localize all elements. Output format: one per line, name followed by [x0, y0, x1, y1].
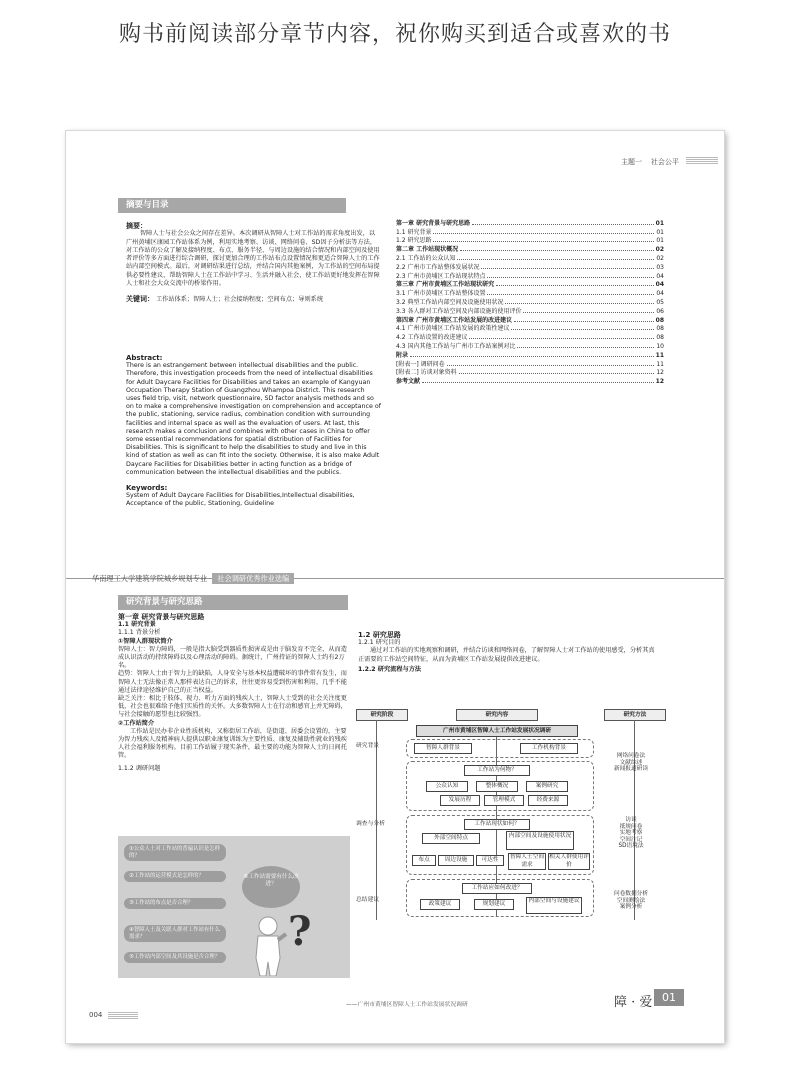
- page-number: 004: [89, 1011, 103, 1019]
- toc-entry-title: 第二章 工作站现状概况: [396, 246, 459, 254]
- questions-illustration: [118, 836, 350, 978]
- toc-entry: [396, 244, 664, 253]
- toc-entry-title: 2.2 广州市工作站整体发展状况: [396, 263, 480, 271]
- col-content-header: 研究内容: [456, 709, 538, 721]
- toc-entry: [396, 350, 664, 359]
- toc-leader: [459, 373, 655, 374]
- toc-entry-title: 第三章 广州市黄埔区工作站现状研究: [396, 281, 495, 289]
- toc-entry: [396, 227, 664, 236]
- method-item: 实地考察: [619, 830, 643, 836]
- toc-entry-title: [附表一] 调研问卷: [396, 360, 445, 368]
- cn-abstract-text: 智障人士与社会公众之间存在差异。本次调研从智障人士对工作站的需求角度出发，以广州黄埔区康园工作站体系为例，利用实地考察、访谈、网络问卷、SD因子分析法等方法，对工作站的公众了解及接纳程度、布点、服务半径、与周边设施的结合情况和内部空间及使用者评价等多方面进行综合调研，探讨更加合理的工作站布点设置情况和更适合智障人士的工作站内部空间模式。最后，对调研结果进行总结，并结合国内其他案例，为工作站的空间布局提供必要性建议，帮助智障人士在工作站中学习、生活并融入社会，使工作站更好地发挥在智障人士和社会大众交流中的桥梁作用。: [126, 230, 380, 288]
- box-question-improve: 工作站应如何改进？: [462, 883, 532, 894]
- intro-heading-1: ①智障人群现状简介: [118, 637, 173, 645]
- table-of-contents: [396, 218, 664, 385]
- right-column: [358, 631, 658, 674]
- center-question-bubble: ⑥工作站需要有什么改进？: [242, 866, 300, 908]
- toc-entry-title: 2.3 广州市黄埔区工作站现状特点: [396, 272, 486, 280]
- stage-line: [376, 720, 377, 920]
- box-what-item: 公众认知: [426, 781, 468, 792]
- box-status-item: 周边设施: [438, 855, 474, 866]
- purpose-paragraph: 通过对工作站的实地观察和调研，并结合访谈和网络问卷，了解智障人士对工作站的使用感受，分析其真正需要的工作站空间特征，从而为黄埔区工作站发展提供改进建议。: [358, 647, 655, 663]
- toc-entry-title: 第四章 广州市黄埔区工作站发展的改进建议: [396, 316, 513, 324]
- header-subject: 社会公平: [650, 158, 679, 166]
- toc-entry-title: 3.3 各人群对工作站空间及内部设施的使用评价: [396, 307, 522, 315]
- brand-number: 01: [654, 989, 684, 1006]
- toc-entry-page: 12: [656, 369, 664, 377]
- question-mark: ?: [288, 908, 312, 955]
- toc-entry: [396, 359, 664, 368]
- box-improve-item: 政策建议: [420, 899, 460, 910]
- toc-entry-title: 4.3 国内其他工作站与广州市工作站案例对比: [396, 342, 516, 350]
- document-sheet: [66, 131, 724, 1043]
- question-bubble: ⑤工作站内部空间及其设施是否合理？: [124, 952, 226, 963]
- paragraph-attention: 缺乏关注：相比于肢体、视力、听力方面的残疾人士，智障人士受到的社会关注度更低，社会也很难给予他们实质性的关怀。大多数智障人士在行动和感官上并无障碍，与社会接触的愿望也比较强烈。: [118, 695, 347, 719]
- toc-entry: [396, 306, 664, 315]
- toc-entry-page: 01: [656, 228, 664, 236]
- school-line: [92, 574, 294, 584]
- toc-entry: [396, 341, 664, 350]
- toc-entry-page: 04: [655, 281, 664, 289]
- stage-summary: 总结建议: [356, 897, 380, 903]
- toc-leader: [481, 268, 654, 269]
- box-status-item: 智障人士空间需求: [508, 853, 546, 870]
- toc-entry-title: 附录: [396, 351, 409, 359]
- toc-entry-title: 1.2 研究思路: [396, 237, 432, 245]
- toc-leader: [514, 321, 654, 322]
- toc-entry-title: 4.1 广州市黄埔区工作站发展的政策性建议: [396, 325, 510, 333]
- toc-entry: [396, 324, 664, 333]
- question-bubble: ③工作站的布点是否合理？: [124, 898, 226, 909]
- en-abstract-label: Abstract:: [126, 354, 163, 362]
- header-topic: 主题一: [621, 158, 642, 166]
- page-header: [621, 157, 679, 167]
- summary-bar: 摘要与目录: [118, 198, 346, 213]
- section-1-1-1-heading: 1.1.1 背景分析: [118, 629, 161, 637]
- toc-leader: [523, 312, 654, 313]
- toc-leader: [469, 338, 654, 339]
- en-abstract-text: There is an estrangement between intellectual disabilities and the public. Therefore, this investigation proceeds from the need of intellectual disabilities for Adult Daycare Facilities for Disabilities and takes an example of Kangyuan Occupation Therapy Station of Guangzhou Whampoa District. This research uses field trip, visit, network questionnaire, SD factor analysis methods and so on to make a comprehensive investigation on comprehension and acceptance of the public, stationing, service radius, combination condition with surrounding facilities and internal space as well as the evaluation of users. At last, this research makes a conclusion and combines with other cases in China to offer some essential recommendations for spatial distribution of Facilities for Disabilities. This is significant to help the disabilities to study and live in this kind of station as well as can fit into the society. Otherwise, it is also make Adult Daycare Facilities for Disabilities better in acting function as a bridge of communication between the intellectual disabilities and the publics.: [126, 362, 381, 476]
- toc-leader: [511, 329, 654, 330]
- box-status-item: 布点: [412, 855, 436, 866]
- method-item: 空间注记: [619, 836, 643, 843]
- toc-entry-page: 05: [656, 298, 664, 306]
- stage-background: 研究背景: [356, 743, 380, 749]
- toc-entry-title: 3.1 广州市黄埔区工作站整体设置: [396, 290, 486, 298]
- cn-abstract: [126, 222, 381, 305]
- box-question-status: 工作站现状如何？: [464, 819, 530, 830]
- box-question-what: 工作站为何物？: [464, 765, 530, 776]
- box-what-item: 经费来源: [528, 795, 568, 806]
- box-what-item: 整体概况: [476, 781, 518, 792]
- toc-entry-page: 11: [655, 351, 664, 359]
- box-disabled-background: 智障人群背景: [414, 743, 472, 754]
- page-banner: 购书前阅读部分章节内容，祝你购买到适合或喜欢的书: [118, 22, 671, 47]
- toc-entry-title: [附表二] 访谈对象资料: [396, 369, 457, 377]
- brand-title: 障 · 爱: [614, 995, 653, 1010]
- toc-entry: [396, 332, 664, 341]
- col-method-header: 研究方法: [604, 709, 666, 721]
- school-name: 华南理工大学建筑学院城乡规划专业: [92, 574, 208, 583]
- toc-entry-page: 02: [656, 254, 664, 262]
- col-stage-header: 研究阶段: [356, 709, 408, 721]
- box-what-item: 案例研究: [526, 781, 568, 792]
- method-item: 案例分析: [619, 904, 643, 910]
- method-item: 访谈: [625, 817, 637, 823]
- toc-entry-page: 04: [656, 272, 664, 280]
- method-item: 问卷数据分析: [613, 891, 649, 897]
- stage-analysis: 调查与分析: [356, 821, 385, 827]
- toc-entry-title: 2.1 工作站的公众认知: [396, 254, 456, 262]
- toc-leader: [496, 285, 654, 286]
- methods-background: [596, 753, 666, 773]
- intro-heading-2: ②工作站简介: [118, 719, 155, 727]
- methods-summary: [596, 891, 666, 911]
- toc-entry-page: 04: [656, 290, 664, 298]
- question-bubble: ②工作站的运营模式是怎样的？: [124, 871, 226, 882]
- background-bar: 研究背景与研究思路: [118, 595, 348, 610]
- toc-entry-page: 03: [656, 263, 664, 271]
- toc-leader: [487, 294, 654, 295]
- toc-leader: [517, 347, 654, 348]
- method-item: 空间测绘法: [616, 897, 646, 904]
- en-keywords-label: Keywords:: [126, 484, 168, 493]
- section-1-2-2-heading: 1.2.2 研究流程与方法: [358, 665, 422, 673]
- toc-entry-page: 08: [656, 334, 664, 342]
- toc-leader: [457, 259, 654, 260]
- flow-top-box: 广州市黄埔区智障人士工作站发展状况调研: [416, 725, 578, 737]
- toc-entry: [396, 253, 664, 262]
- toc-leader: [447, 365, 655, 366]
- toc-entry-page: 10: [656, 342, 664, 350]
- toc-leader: [505, 303, 654, 304]
- paragraph-station: 工作站是民办非企业性质机构，又称街居工作站，是街道、居委会设置的，主要为智力残疾人及精神病人提供以职业康复训练为主要性质、康复及辅助性就业的残疾人社会福利服务机构。目前工作站履于现实条件，最主要的功能为智障人士的日间托管。: [118, 727, 347, 760]
- toc-entry-page: 12: [655, 378, 664, 386]
- box-improve-item: 规划建议: [474, 899, 514, 910]
- toc-leader: [460, 250, 654, 251]
- toc-leader: [433, 241, 654, 242]
- toc-leader: [487, 277, 654, 278]
- toc-entry: [396, 280, 664, 289]
- toc-entry: [396, 218, 664, 227]
- toc-entry-page: 01: [655, 219, 664, 227]
- footer-caption: ——广州市黄埔区智障人士工作站发展状况调研: [346, 1002, 468, 1008]
- toc-entry-page: 02: [655, 246, 664, 254]
- toc-entry: [396, 288, 664, 297]
- page-number-stripes: [108, 1012, 138, 1020]
- box-status-item: 相关人群使用评价: [548, 853, 590, 870]
- method-item: 新闻报道研读: [613, 766, 649, 772]
- toc-entry-title: 参考文献: [396, 378, 421, 386]
- box-what-item: 发展历程: [440, 795, 480, 806]
- box-status-item: 可达性: [476, 855, 504, 866]
- toc-entry-page: 06: [656, 307, 664, 315]
- research-flowchart: [356, 709, 674, 926]
- method-item: 文献综述: [619, 759, 643, 766]
- en-keywords: System of Adult Daycare Facilities for Disabilities,Intellectual disabilities, Acceptance of the public, Stationing, Guideline: [126, 492, 355, 508]
- box-improve-item: 内部空间与设施建议: [526, 897, 582, 914]
- toc-entry: [396, 315, 664, 324]
- section-1-2-1-heading: 1.2.1 研究目的: [358, 639, 401, 647]
- header-stripes: [686, 157, 718, 165]
- toc-entry-title: 第一章 研究背景与研究思路: [396, 219, 471, 227]
- left-column: [118, 613, 350, 773]
- cn-abstract-label: 摘要：: [126, 222, 147, 230]
- cn-keywords: 工作站体系；智障人士；社会接纳程度；空间布点；导则系统: [155, 296, 324, 304]
- collection-tag: 社会调研优秀作业选编: [212, 573, 294, 584]
- box-external-space: 外部空间特点: [422, 833, 480, 844]
- paragraph-trend: 趋势：智障人士由于智力上的缺陷，人身安全与基本权益遭破坏的事件常有发生，而智障人士无法像正常人那样表达自己的诉求，往往更容易受到伤害和利用，几乎不能通过法律途径维护自己的正当权益。: [118, 670, 347, 694]
- toc-entry: [396, 376, 664, 385]
- section-1-2-heading: 1.2 研究思路: [358, 631, 401, 639]
- section-1-1-heading: 1.1 研究背景: [118, 621, 156, 629]
- toc-entry-title: 3.2 典型工作站内部空间及设施使用状况: [396, 298, 504, 306]
- toc-entry-page: 08: [655, 316, 664, 324]
- method-item: SD语境法: [618, 843, 644, 849]
- question-bubble: ④智障人士及关联人群对工作站有什么需求？: [124, 925, 226, 942]
- methods-analysis: [596, 817, 666, 850]
- method-item: 抵规问卷: [619, 823, 643, 830]
- toc-entry-page: 08: [656, 325, 664, 333]
- section-1-1-2-heading: 1.1.2 调研问题: [118, 764, 161, 772]
- toc-entry: [396, 262, 664, 271]
- chapter-1-heading: 第一章 研究背景与研究思路: [118, 613, 205, 621]
- box-what-item: 管理模式: [484, 795, 524, 806]
- toc-entry-page: 11: [656, 360, 664, 368]
- toc-entry-page: 01: [656, 237, 664, 245]
- toc-entry: [396, 271, 664, 280]
- cn-keywords-label: 关键词：: [126, 295, 154, 304]
- toc-entry: [396, 236, 664, 245]
- box-org-background: 工作机构背景: [520, 743, 578, 754]
- question-bubble: ①公众人士对工作站的普遍认识是怎样的？: [124, 844, 226, 861]
- en-abstract: [126, 354, 381, 509]
- toc-leader: [472, 224, 654, 225]
- toc-leader: [422, 382, 654, 383]
- toc-leader: [433, 233, 654, 234]
- box-internal-space: 内部空间及设施使用状况: [506, 831, 574, 850]
- toc-leader: [410, 356, 654, 357]
- toc-entry: [396, 297, 664, 306]
- toc-entry-title: 1.1 研究背景: [396, 228, 432, 236]
- method-item: 网络问卷法: [616, 753, 646, 759]
- toc-entry: [396, 368, 664, 377]
- toc-entry-title: 4.2 工作站设置的改进建议: [396, 334, 468, 342]
- paragraph-disabled: 智障人士：智力障碍，一般是指大脑受到器质性损害或是由于脑发育不完全，从而造成认识活动的持续障碍以及心理活动的障碍。据统计，广州持证的智障人士约有2万名。: [118, 645, 347, 670]
